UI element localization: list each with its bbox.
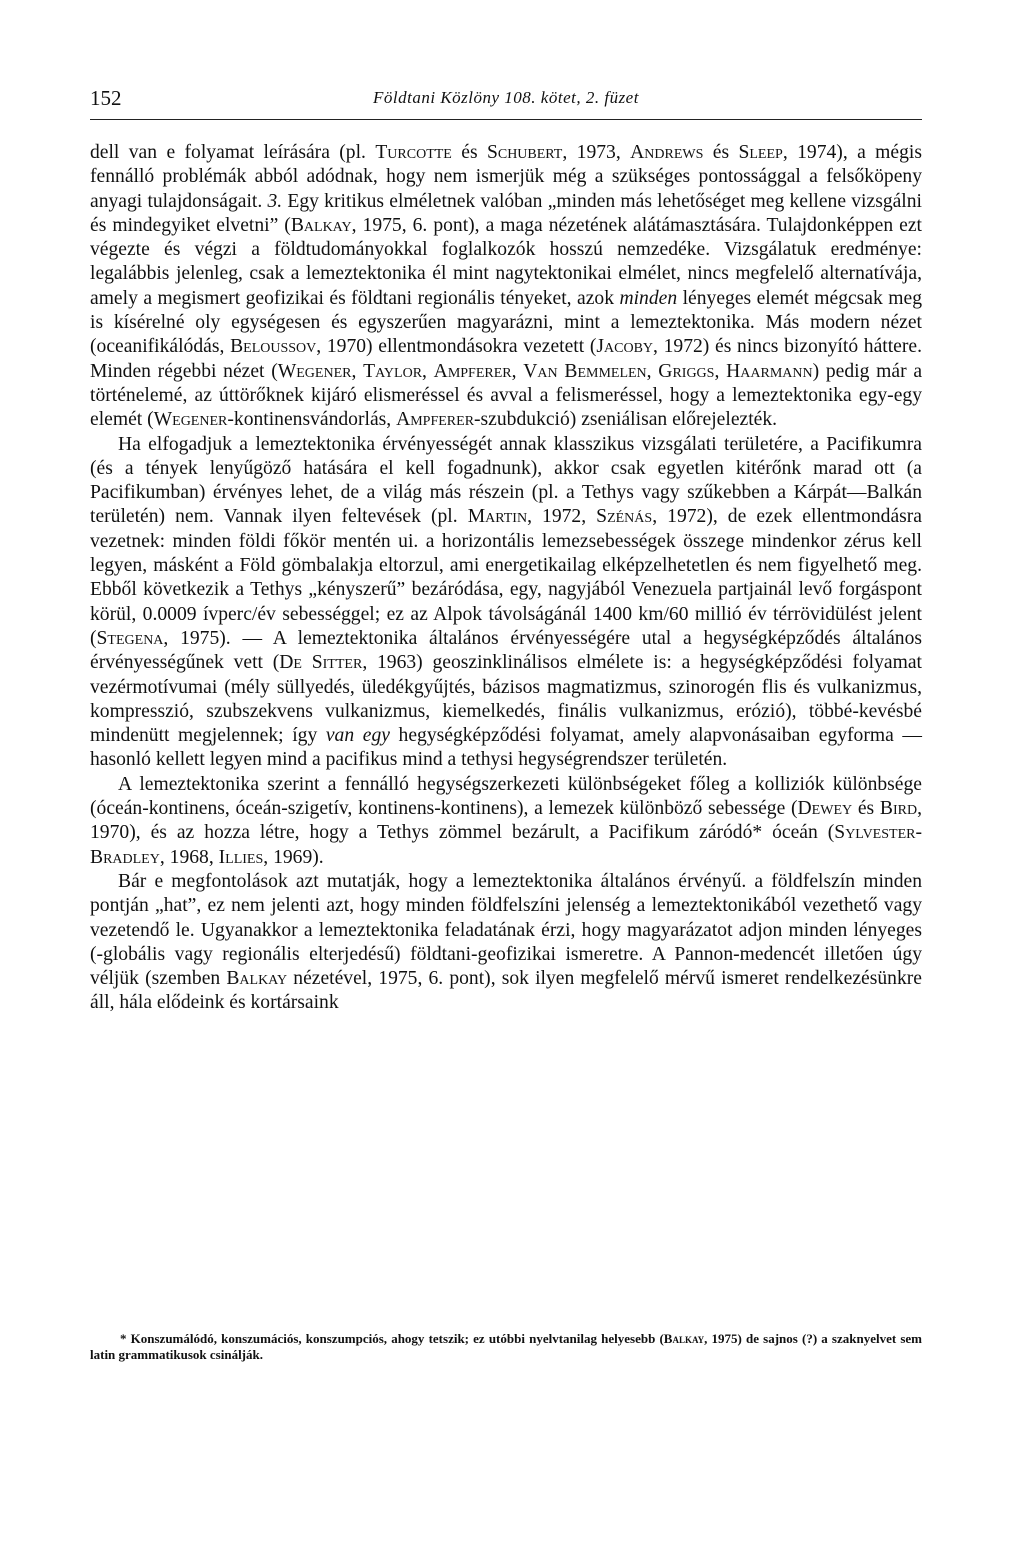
author-citation: Dewey — [797, 798, 853, 820]
header-rule — [90, 119, 922, 120]
author-citation: Griggs — [658, 360, 715, 382]
article-body — [90, 141, 922, 1016]
page-number: 152 — [90, 86, 122, 110]
author-citation: Schubert — [486, 142, 563, 163]
paragraph-2: Ha elfogadjuk a lemeztektonika érvényességét annak klasszikus vizsgálati területére, a Pacifikumra (és a tények lenyűgöző hatására el kell fogadnunk), akkor csak egyetlen kitérőnk marad ott (a Pacifikumban) érvényes lehet, de a világ más részein (pl. a Tethys vagy szűkebben a Kárpát—Balkán területén) nem. Vannak ilyen feltevések (pl. Martin, 1972, Szénás, 1972), de ezek ellentmondásra vezetnek: minden földi főkör mentén ui. a horizontális lemezsebességek összege mindenkor zérus kell legyen, másként a Föld gömbalakja eltorzul, ami energetikailag elképzelhetetlen és nem figyelhető meg. Ebből következik a Tethys „kényszerű” bezáródása, egy, nagyjából Venezuela partjainál levő forgáspont körül, 0.0009 ívperc/év sebességgel; ez az Alpok távolságánál 1400 km/60 millió év térrövidülést jelent (Stegena, 1975). — A lemeztektonika általános érvényességére utal a hegységképződés általános érvényességűnek vett (De Sitter, 1963) geoszinklinálisos elmélete is: a hegységképződési folyamat vezérmotívumai (mély süllyedés, üledékgyűjtés, bázisos magmatizmus, szinorogén flis és vulkanizmus, kompresszió, szubszekvens vulkanizmus, kiemelkedés, finális vulkanizmus, erózió), többé-kevésbé mindenütt megjelennek; így van egy hegységképződési folyamat, amely alapvonásaiban egyforma — hasonló kellett legyen mind a pacifikus mind a tethysi hegységrendszer területén. — [90, 433, 922, 771]
author-citation: Andrews — [630, 142, 704, 163]
author-citation: Wegener — [277, 360, 352, 382]
footnote-text: * Konszumálódó, konszumációs, konszumpciós, ahogy tetszik; ez utóbbi nyelvtanilag helyesebb (Balkay, 1975) de sajnos (?) a szaknyelvet sem latin grammatikusok csinálják. — [90, 1331, 923, 1362]
point-number: 3. — [267, 190, 283, 212]
author-citation: Illies — [218, 846, 264, 868]
author-citation: Bird — [879, 798, 918, 820]
author-citation: Jacoby — [596, 336, 654, 358]
emphasis: minden — [619, 287, 678, 309]
author-citation: Haarmann — [726, 360, 813, 382]
footnote — [90, 1331, 922, 1363]
author-citation: Martin — [467, 506, 528, 528]
author-citation: Turcotte — [375, 142, 452, 163]
author-citation: Stegena — [96, 627, 164, 649]
emphasis: van egy — [325, 725, 390, 747]
journal-title: Földtani Közlöny 108. kötet, 2. füzet — [373, 88, 639, 107]
author-citation: Sylvester-Bradley — [90, 822, 922, 868]
author-citation: Ampferer — [396, 409, 475, 431]
author-citation: Balkay — [663, 1331, 705, 1346]
author-citation: Taylor — [363, 360, 423, 382]
author-citation: Ampferer — [433, 360, 512, 382]
author-citation: Balkay — [226, 968, 288, 990]
paragraph-4: Bár e megfontolások azt mutatják, hogy a lemeztektonika általános érvényű. a földfelszín minden pontján „hat”, ez nem jelenti azt, hogy minden földfelszíni jelenség a lemeztektonikából vezethető vagy vezetendő le. Ugyanakkor a lemeztektonika feladatának érzi, hogy magyarázatot adjon minden lényeges (-globális vagy regionális elterjedésű) földtani-geofizikai ismeretre. A Pannon-medencét illetően úgy véljük (szemben Balkay nézetével, 1975, 6. pont), sok ilyen megfelelő mérvű ismeret rendelkezésünkre áll, hála elődeink és kortársaink — [90, 870, 922, 1014]
author-citation: Van Bemmelen — [523, 360, 647, 382]
author-citation: Beloussov — [230, 336, 317, 358]
author-citation: Wegener — [153, 409, 228, 431]
paragraph-1: dell van e folyamat leírására (pl. Turcotte és Schubert, 1973, Andrews és Sleep, 1974), a mégis fennálló problémák abból adódnak, hogy nem ismerjük még a szükséges pontossággal a felsőköpeny anyagi tulajdonságait. 3. Egy kritikus elméletnek valóban „minden más lehetőséget meg kellene vizsgálni és mindegyiket elvetni” (Balkay, 1975, 6. pont), a maga nézetének alátámasztására. Tulajdonképpen ezt végezte és végzi a földtudományokkal foglalkozók hosszú nemzedéke. Vizsgálatuk eredménye: legalábbis jelenleg, csak a lemeztektonika él mint nagytektonikai elmélet, nincs megfelelő alternatívája, amely a megismert geofizikai és földtani regionális tényeket, azok minden lényeges elemét mégcsak meg is kísérelné oly egységesen és egyszerűen magyarázni, mint a lemeztektonika. Más modern nézet (oceanifikálódás, Beloussov, 1970) ellentmondásokra vezetett (Jacoby, 1972) és nincs bizonyító háttere. Minden régebbi nézet (Wegener, Taylor, Ampferer, Van Bemmelen, Griggs, Haarmann) pedig már a történelemé, az úttörőknek kijáró elismeréssel és avval a felismeréssel, hogy a lemeztektonika egy-egy elemét (Wegener-kontinensvándorlás, Ampferer-szubdukció) zseniálisan előrejelezték. — [90, 142, 923, 431]
paragraph-3: A lemeztektonika szerint a fennálló hegységszerkezeti különbségeket főleg a kolliziók különbsége (óceán-kontinens, óceán-szigetív, kontinens-kontinens), a lemezek különböző sebessége (Dewey és Bird, 1970), és az hozza létre, hogy a Tethys zömmel bezárult, a Pacifikum záródó* óceán (Sylvester-Bradley, 1968, Illies, 1969). — [90, 773, 922, 868]
author-citation: Sleep — [738, 142, 783, 163]
author-citation: De Sitter — [279, 652, 363, 674]
author-citation: Balkay — [290, 214, 352, 236]
running-head — [90, 86, 922, 114]
author-citation: Szénás — [596, 506, 653, 528]
